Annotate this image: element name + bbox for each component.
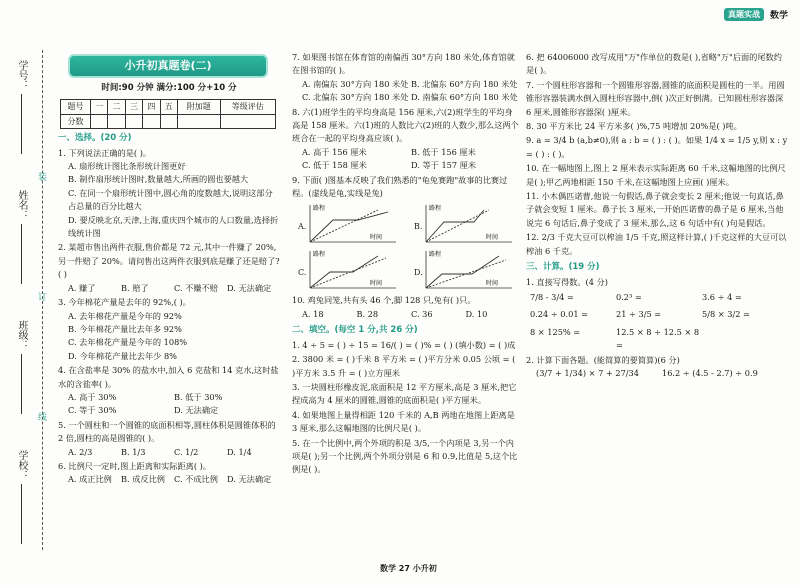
- question: 2. 计算下面各题。(能简算的要简算)(6 分): [526, 354, 680, 365]
- section-heading: 二、填空。(每空 1 分,共 26 分): [292, 325, 418, 336]
- option: C. 等于 30%: [68, 405, 117, 416]
- option: A. 高于 30%: [68, 391, 117, 402]
- question: 8. 六(1)班学生的平均身高是 156 厘米,六(2)班学生的平均身高是 158 厘米。六(1)班的人数比六(2)班的人数少,那么这两个班合在一起的平均身高应该( )。: [292, 106, 519, 144]
- calc-item: 12.5 × 8 ÷ 12.5 × 8 =: [616, 326, 700, 351]
- question: 2. 某超市售出两件衣服,售价都是 72 元,其中一件赚了 20%,另一件赔了 20%。请问售出这两件衣服到底是赚了还是赔了?( ): [58, 242, 280, 280]
- option-row: [58, 391, 280, 404]
- option-row: [292, 91, 520, 104]
- option-row: [58, 282, 280, 295]
- option: B. 北偏东 60°方向 180 米处: [411, 78, 518, 89]
- graph-c-svg: [298, 248, 398, 292]
- axis-label-y: 路程: [313, 251, 326, 259]
- score-cell[interactable]: [160, 114, 177, 128]
- graph-option-c[interactable]: [298, 248, 404, 292]
- score-cell[interactable]: [125, 114, 142, 128]
- option-row: [292, 159, 520, 172]
- exam-title: 小升初真题卷(二): [68, 54, 268, 78]
- option: D. 南偏东 60°方向 180 米处: [411, 92, 518, 103]
- graph-option-b[interactable]: [414, 202, 520, 246]
- graph-a-svg: [298, 202, 398, 246]
- option: A. 扇形统计图比条形统计图更好: [68, 161, 186, 172]
- score-cell[interactable]: [91, 114, 108, 128]
- question: 8. 30 平方米比 24 平方米多( )%,75 吨增加 20%是( )吨。: [526, 121, 742, 132]
- option: B. 28: [356, 308, 379, 319]
- option-row: [292, 78, 520, 91]
- graph-label: D.: [414, 268, 423, 278]
- student-id-field[interactable]: 学号：: [14, 60, 29, 154]
- option: C. 36: [411, 308, 433, 319]
- graph-option-a[interactable]: [298, 202, 404, 246]
- option: C. 低于 158 厘米: [302, 160, 367, 171]
- graph-label: C.: [298, 268, 307, 278]
- mental-math-grid: [526, 291, 788, 353]
- subject-label: 数学: [769, 11, 788, 21]
- score-cell[interactable]: [177, 114, 220, 128]
- option: D. 等于 157 厘米: [411, 160, 477, 171]
- axis-label-y: 路程: [429, 251, 442, 259]
- score-header: 五: [160, 100, 177, 114]
- option: D. 无法确定: [227, 282, 272, 293]
- option: D. 无法确定: [174, 405, 219, 416]
- score-table: [60, 99, 276, 129]
- graph-d-svg: [414, 248, 514, 292]
- calc-item: 21 ÷ 3/5 =: [616, 309, 662, 320]
- question: 1. 直接写得数。(4 分): [526, 276, 608, 287]
- option: B. 成反比例: [121, 474, 165, 485]
- calc-item: 16.2 ÷ (4.5 - 2.7) ÷ 0.9: [662, 367, 758, 378]
- column-left: [58, 50, 280, 487]
- option: B. 低于 30%: [174, 391, 223, 402]
- question: 7. 一个圆柱形容器和一个圆锥形容器,圆锥的底面积是圆柱的一半。用圆锥形容器装满水倒入圆柱形容器中,倒( )次正好倒满。已知圆柱形容器深 6 厘米,圆锥形容器深( )厘米。: [526, 79, 785, 117]
- question: 4. 在含盐率是 30% 的盐水中,加入 6 克盐和 14 克水,这时盐水的含盐率( )。: [58, 365, 279, 389]
- name-field[interactable]: 姓名：: [14, 190, 29, 284]
- option: D. 1/4: [227, 446, 252, 457]
- question: 5. 在一个比例中,两个外项的积是 3/5,一个内项是 3,另一个内项是( );另一个比例,两个外项分别是 6 和 0.9,比值是 5,这个比例是( )。: [292, 437, 518, 475]
- option: D. 今年棉花产量比去年少 8%: [68, 350, 177, 361]
- graph-b-svg: [414, 202, 514, 246]
- calc-item: 0.2³ =: [616, 291, 642, 302]
- exam-meta: 时间:90 分钟 满分:100 分+10 分: [101, 83, 237, 93]
- score-header: 四: [143, 100, 160, 114]
- score-cell[interactable]: [220, 114, 275, 128]
- option: D. 无法确定: [227, 474, 272, 485]
- question: 7. 如果图书馆在体育馆的南偏西 30°方向 180 米处,体育馆就在图书馆的( )。: [292, 52, 515, 76]
- axis-label-x: 时间: [370, 280, 383, 288]
- option-row: [58, 404, 280, 417]
- option: C. 不成比例: [174, 474, 218, 485]
- score-header: 二: [108, 100, 125, 114]
- axis-label-x: 时间: [486, 280, 499, 288]
- option: C. 北偏东 30°方向 180 米处: [302, 92, 409, 103]
- option: B. 今年棉花产量比去年多 92%: [68, 323, 182, 334]
- option: C. 在同一个扇形统计图中,圆心角的度数越大,说明这部分占总量的百分比越大: [68, 187, 273, 212]
- option: D. 10: [465, 308, 488, 319]
- question: 3. 一块圆柱形橡皮泥,底面积是 12 平方厘米,高是 3 厘米,把它捏成高为 4 厘米的圆锥,圆锥的底面积是( )平方厘米。: [292, 381, 517, 406]
- option: C. 1/2: [174, 446, 199, 457]
- option: B. 1/3: [121, 446, 146, 457]
- question: 1. 下列说法正确的是( )。: [58, 147, 152, 158]
- header-tags: [724, 8, 788, 21]
- option: A. 南偏东 30°方向 180 米处: [302, 78, 409, 89]
- question: 6. 把 64006000 改写成用"万"作单位的数是( ),省略"万"后面的尾数约是( )。: [526, 52, 782, 76]
- calc-item: (3/7 + 1/34) × 7 + 27/34: [536, 367, 639, 378]
- binding-margin: [0, 40, 50, 560]
- question: 4. 如果地图上量得相距 120 千米的 A,B 两地在地图上距离是 3 厘米,那么这幅地图的比例尺是( )。: [292, 409, 515, 434]
- axis-label-y: 路程: [313, 205, 326, 213]
- question: 12. 2/3 千克大豆可以榨油 1/5 千克,照这样计算,( )千克这样的大豆可以榨油 6 千克。: [526, 232, 787, 256]
- score-cell[interactable]: [143, 114, 160, 128]
- section-heading: 一、选择。(20 分): [58, 133, 132, 144]
- question: 11. 小木偶匹诺曹,他说一句假话,鼻子就会变长 2 厘米;他说一句真话,鼻子就会变短 1 厘米。鼻子长 3 厘米,一开始匹诺曹的鼻子是 6 厘米,当他说完 6 句话后,鼻子变成了 3 厘米,那么,这 6 句话中有( )句是假话。: [526, 191, 784, 228]
- calc-item: 8 × 125% =: [530, 326, 581, 337]
- question: 5. 一个圆柱和一个圆锥的底面积相等,圆柱体积是圆锥体积的 2 倍,圆柱的高是圆锥的( )。: [58, 419, 276, 444]
- question: 9. a = 3/4 b (a,b≠0),则 a : b = ( ) : ( )。如果 1/4 x = 1/5 y,则 x : y = ( ) : ( )。: [526, 135, 788, 159]
- calc-item: 0.24 ÷ 0.01 =: [530, 309, 588, 320]
- question: 9. 下面( )图基本反映了我们熟悉的"龟兔赛跑"故事的比赛过程。(虚线是龟,实线是兔): [292, 174, 508, 199]
- binding-mark: 装: [38, 173, 48, 183]
- option-row: [292, 308, 520, 321]
- option: A. 赚了: [68, 282, 96, 293]
- axis-label-x: 时间: [370, 234, 383, 242]
- graph-label: A.: [298, 222, 307, 232]
- calc-row: [526, 367, 788, 380]
- calc-item: [702, 326, 788, 353]
- calc-item: 5/8 × 3/2 =: [702, 309, 750, 320]
- question: 6. 比例尺一定时,图上距离和实际距离( )。: [58, 460, 212, 471]
- question: 1. 4 ÷ 5 = ( ) ÷ 15 = 16/( ) = ( )% = ( ) (填小数) = ( )成: [292, 339, 516, 350]
- option: D. 要反映北京,天津,上海,重庆四个城市的人口数量,选择折线统计图: [68, 214, 279, 239]
- score-header: 一: [91, 100, 108, 114]
- score-header: 三: [125, 100, 142, 114]
- score-row-label: 分数: [61, 114, 91, 128]
- score-header: 题号: [61, 100, 91, 114]
- column-right: [526, 50, 788, 380]
- score-cell[interactable]: [108, 114, 125, 128]
- option: A. 高于 156 厘米: [302, 146, 367, 157]
- score-header: 附加题: [177, 100, 220, 114]
- axis-label-x: 时间: [486, 234, 499, 242]
- question: 10. 在一幅地图上,图上 2 厘米表示实际距离 60 千米,这幅地图的比例尺是( );甲乙两地相距 150 千米,在这幅地图上应画( )厘米。: [526, 163, 786, 187]
- calc-item: 7/8 - 3/4 =: [530, 291, 574, 302]
- option: B. 制作扇形统计图时,数量越大,所画的圆也要越大: [68, 174, 249, 185]
- score-header: 等级评估: [220, 100, 275, 114]
- graph-option-d[interactable]: [414, 248, 520, 292]
- option: C. 去年棉花产量是今年的 108%: [68, 337, 188, 348]
- option: B. 赔了: [121, 282, 149, 293]
- question: 2. 3800 米 = ( )千米 8 平方米 = ( )平方分米 0.05 公顷 = ( )平方米 3.5 升 = ( )立方厘米: [292, 354, 516, 378]
- graph-label: B.: [414, 222, 423, 232]
- binding-mark: 订: [38, 293, 48, 303]
- binding-mark: 线: [38, 413, 48, 423]
- brand-badge: 真题实战: [724, 8, 764, 21]
- page-footer: 数学 27 小升初: [380, 564, 437, 573]
- option-row: [58, 446, 280, 459]
- option: A. 18: [302, 308, 324, 319]
- option: C. 不赚不赔: [174, 282, 218, 293]
- axis-label-y: 路程: [429, 205, 442, 213]
- question: 10. 鸡兔同笼,共有头 46 个,脚 128 只,兔有( )只。: [292, 295, 476, 306]
- question: 3. 今年棉花产量是去年的 92%,( )。: [58, 297, 191, 308]
- column-middle: [292, 50, 520, 477]
- option-row: [58, 473, 280, 486]
- section-heading: 三、计算。(19 分): [526, 262, 600, 273]
- option: A. 2/3: [68, 446, 93, 457]
- race-graphs: [298, 202, 520, 292]
- option: B. 低于 156 厘米: [411, 146, 476, 157]
- option: A. 去年棉花产量是今年的 92%: [68, 310, 182, 321]
- school-field[interactable]: 学校：: [14, 450, 29, 544]
- class-field[interactable]: 班级：: [14, 320, 29, 414]
- option: A. 成正比例: [68, 474, 112, 485]
- calc-item: 3.6 ÷ 4 =: [702, 291, 742, 302]
- option-row: [292, 146, 520, 159]
